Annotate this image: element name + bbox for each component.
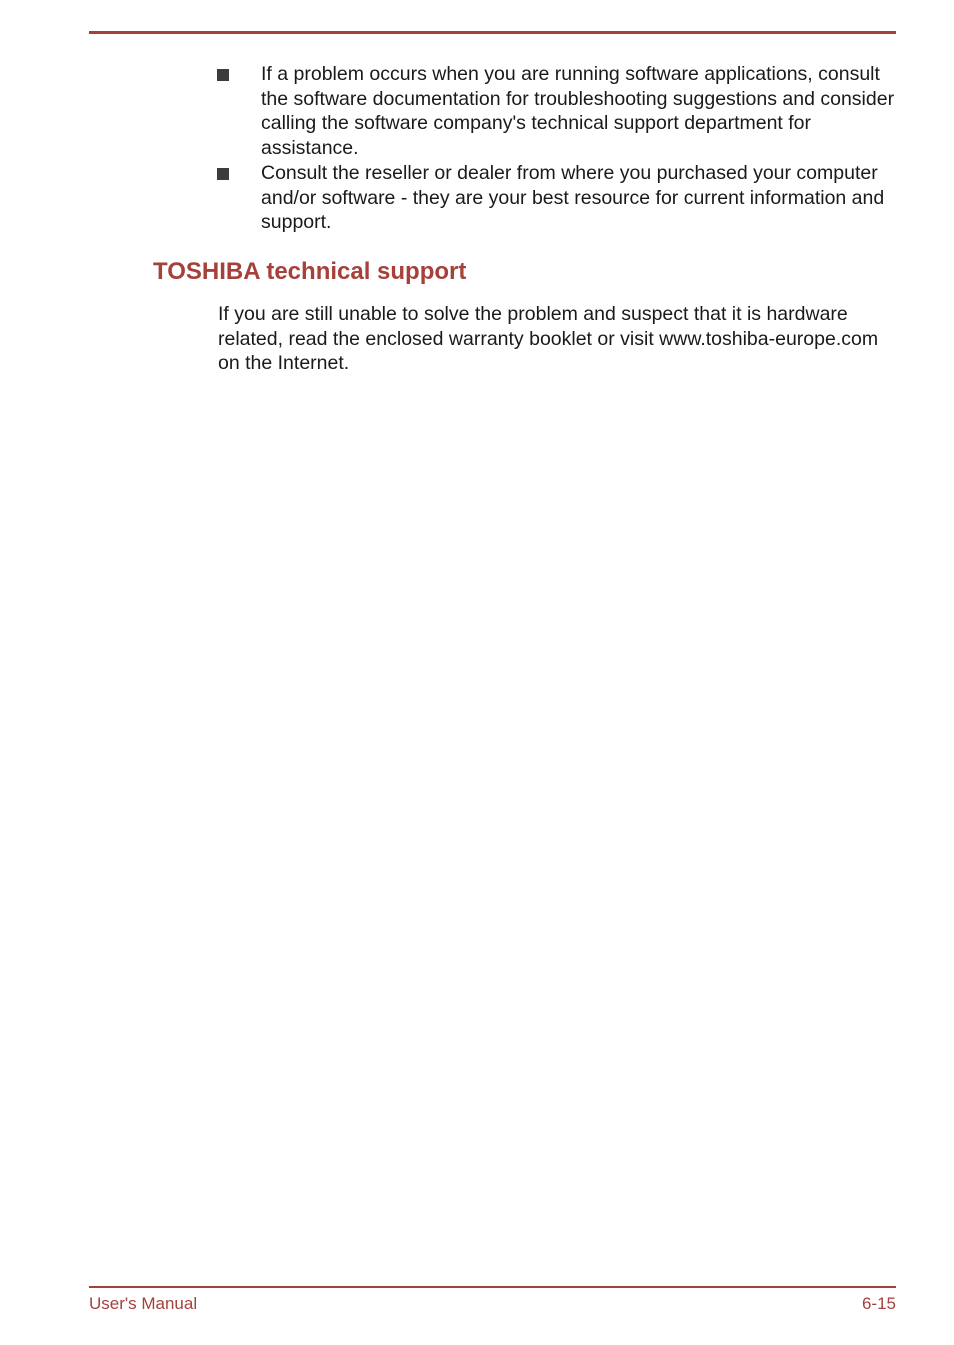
square-bullet-icon xyxy=(217,168,229,180)
footer-rule xyxy=(89,1286,896,1288)
footer-title: User's Manual xyxy=(89,1294,198,1313)
list-item xyxy=(217,62,897,160)
header-rule xyxy=(89,31,896,34)
bullet-list xyxy=(217,62,897,236)
square-bullet-icon xyxy=(217,69,229,81)
bullet-text: Consult the reseller or dealer from where you purchased your computer and/or software - they are your best resource for current information and support. xyxy=(261,162,885,233)
list-item xyxy=(217,161,897,235)
page-number: 6-15 xyxy=(861,1294,896,1313)
section-heading: TOSHIBA technical support xyxy=(153,258,467,285)
bullet-text: If a problem occurs when you are running software applications, consult the software documentation for troubleshooting suggestions and consider calling the software company's technical support department for assistance. xyxy=(261,63,895,159)
section-body: If you are still unable to solve the problem and suspect that it is hardware related, read the enclosed warranty booklet or visit www.toshiba-europe.com on the Internet. xyxy=(218,303,879,374)
